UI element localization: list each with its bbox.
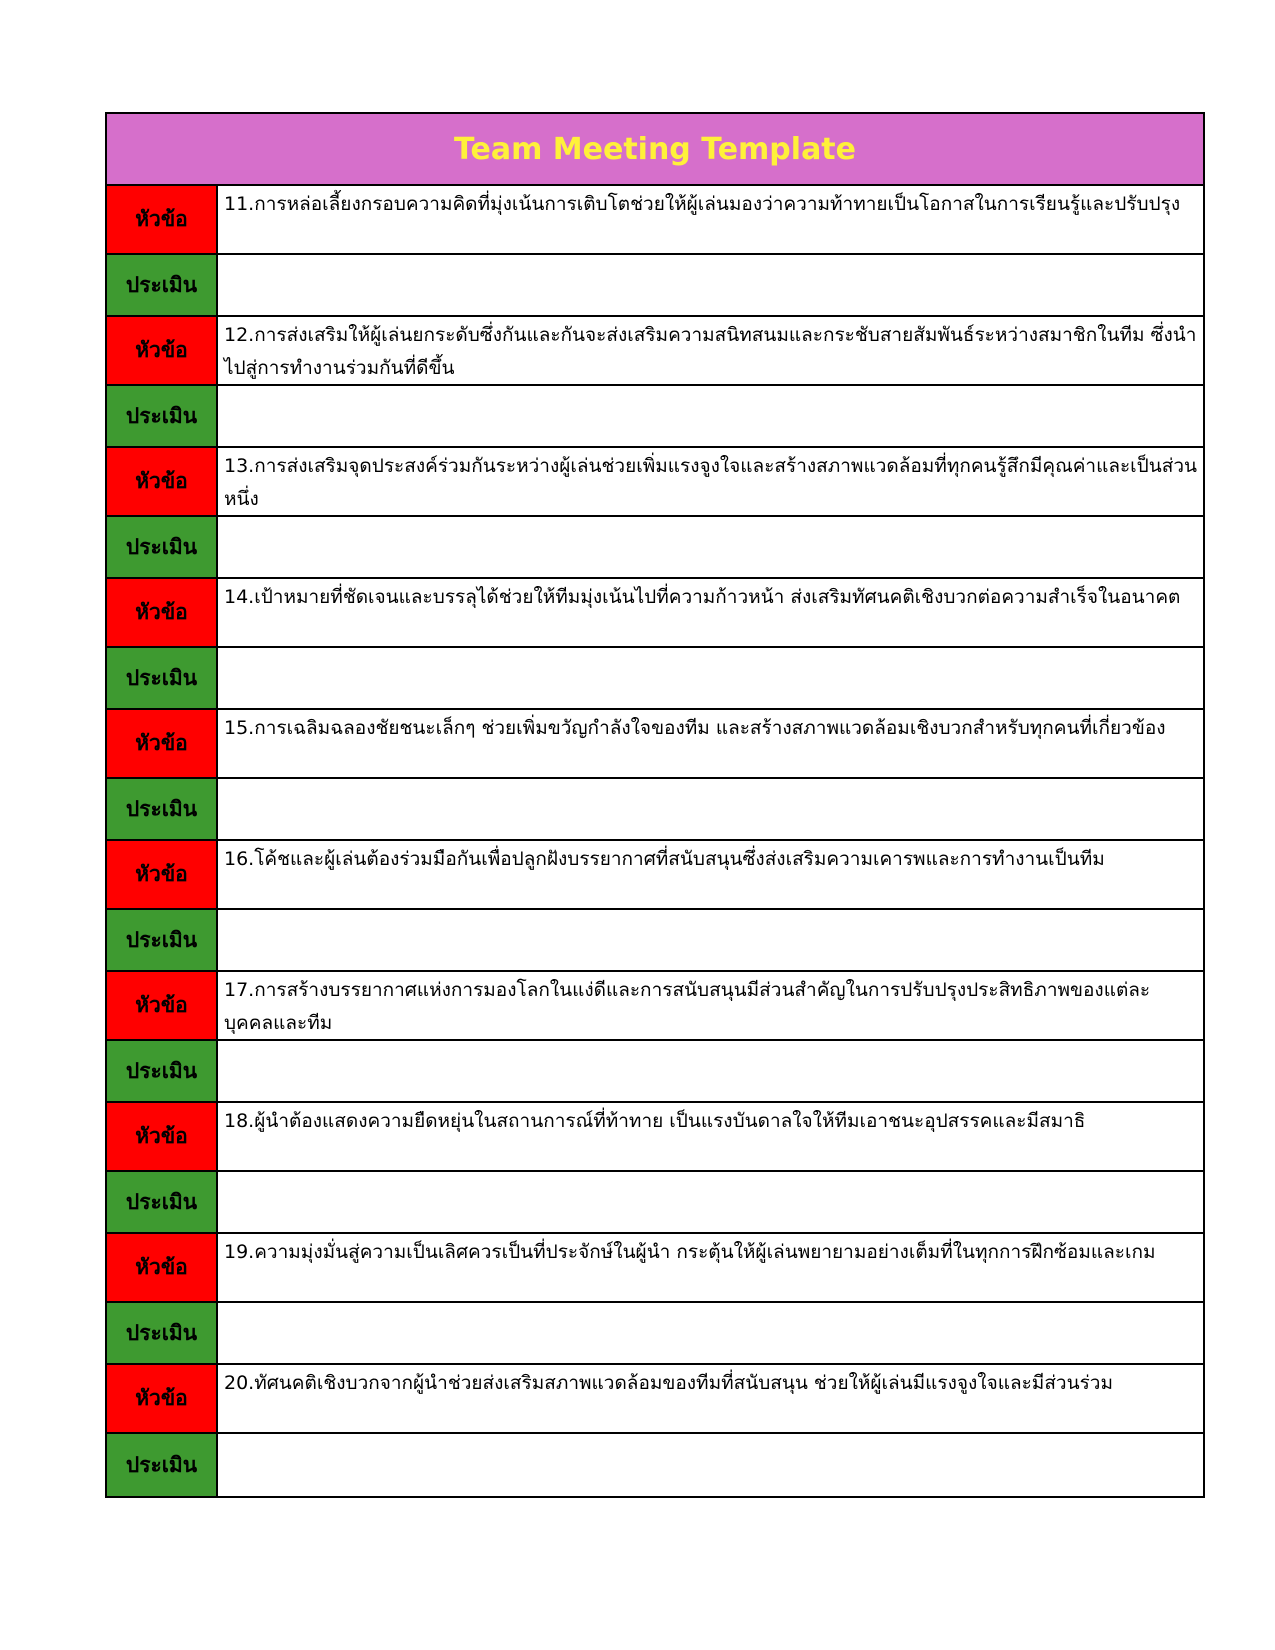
topic-text-cell[interactable]: 14.เป้าหมายที่ชัดเจนและบรรลุได้ช่วยให้ทีมมุ่งเน้นไปที่ความก้าวหน้า ส่งเสริมทัศนคติเชิงบวกต่อความสำเร็จในอนาคต	[224, 586, 1181, 608]
topic-row	[107, 186, 1203, 255]
evaluation-cell[interactable]	[218, 1303, 1203, 1363]
evaluation-cell[interactable]	[218, 910, 1203, 970]
evaluation-row	[107, 1041, 1203, 1103]
evaluation-cell[interactable]	[218, 255, 1203, 315]
title-bar	[107, 114, 1203, 186]
evaluation-label: ประเมิน	[107, 648, 218, 708]
topic-text-cell[interactable]: 15.การเฉลิมฉลองชัยชนะเล็กๆ ช่วยเพิ่มขวัญกำลังใจของทีม และสร้างสภาพแวดล้อมเชิงบวกสำหรับทุกคนที่เกี่ยวข้อง	[224, 717, 1166, 739]
evaluation-label: ประเมิน	[107, 910, 218, 970]
topic-label: หัวข้อ	[107, 186, 218, 253]
evaluation-row	[107, 1434, 1203, 1496]
topic-label: หัวข้อ	[107, 972, 218, 1039]
topic-label: หัวข้อ	[107, 841, 218, 908]
topic-row	[107, 841, 1203, 910]
evaluation-label: ประเมิน	[107, 1041, 218, 1101]
evaluation-cell[interactable]	[218, 1172, 1203, 1232]
evaluation-cell[interactable]	[218, 386, 1203, 446]
topic-text-cell[interactable]: 20.ทัศนคติเชิงบวกจากผู้นำช่วยส่งเสริมสภาพแวดล้อมของทีมที่สนับสนุน ช่วยให้ผู้เล่นมีแรงจูงใจและมีส่วนร่วม	[224, 1372, 1113, 1394]
evaluation-label: ประเมิน	[107, 517, 218, 577]
page-title: Team Meeting Template	[454, 131, 856, 167]
topic-row	[107, 317, 1203, 386]
evaluation-row	[107, 1172, 1203, 1234]
evaluation-row	[107, 648, 1203, 710]
topic-row	[107, 579, 1203, 648]
evaluation-row	[107, 779, 1203, 841]
topic-text-cell[interactable]: 16.โค้ชและผู้เล่นต้องร่วมมือกันเพื่อปลูกฝังบรรยากาศที่สนับสนุนซึ่งส่งเสริมความเคารพและการทำงานเป็นทีม	[224, 848, 1105, 870]
evaluation-label: ประเมิน	[107, 1172, 218, 1232]
evaluation-label: ประเมิน	[107, 386, 218, 446]
topic-label: หัวข้อ	[107, 1103, 218, 1170]
evaluation-label: ประเมิน	[107, 779, 218, 839]
meeting-template-table	[105, 112, 1205, 1498]
evaluation-row	[107, 1303, 1203, 1365]
evaluation-row	[107, 910, 1203, 972]
topic-label: หัวข้อ	[107, 1234, 218, 1301]
topic-text-cell[interactable]: 18.ผู้นำต้องแสดงความยืดหยุ่นในสถานการณ์ที่ท้าทาย เป็นแรงบันดาลใจให้ทีมเอาชนะอุปสรรคและมีสมาธิ	[224, 1110, 1086, 1132]
topic-row	[107, 1234, 1203, 1303]
topic-label: หัวข้อ	[107, 317, 218, 384]
evaluation-label: ประเมิน	[107, 1303, 218, 1363]
topic-text-cell[interactable]: 17.การสร้างบรรยากาศแห่งการมองโลกในแง่ดีและการสนับสนุนมีส่วนสำคัญในการปรับปรุงประสิทธิภาพของแต่ละบุคคลและทีม	[224, 979, 1151, 1034]
topic-row	[107, 1103, 1203, 1172]
topic-label: หัวข้อ	[107, 579, 218, 646]
topic-label: หัวข้อ	[107, 448, 218, 515]
topic-text-cell[interactable]: 13.การส่งเสริมจุดประสงค์ร่วมกันระหว่างผู้เล่นช่วยเพิ่มแรงจูงใจและสร้างสภาพแวดล้อมที่ทุกคนรู้สึกมีคุณค่าและเป็นส่วนหนึ่ง	[224, 455, 1197, 510]
evaluation-cell[interactable]	[218, 1041, 1203, 1101]
evaluation-cell[interactable]	[218, 779, 1203, 839]
evaluation-cell[interactable]	[218, 648, 1203, 708]
evaluation-row	[107, 386, 1203, 448]
topic-row	[107, 1365, 1203, 1434]
evaluation-row	[107, 517, 1203, 579]
evaluation-cell[interactable]	[218, 1434, 1203, 1496]
topic-text-cell[interactable]: 12.การส่งเสริมให้ผู้เล่นยกระดับซึ่งกันและกันจะส่งเสริมความสนิทสนมและกระชับสายสัมพันธ์ระหว่างสมาชิกในทีม ซึ่งนำไปสู่การทำงานร่วมกันที่ดีขึ้น	[224, 324, 1197, 379]
evaluation-cell[interactable]	[218, 517, 1203, 577]
topic-row	[107, 972, 1203, 1041]
evaluation-row	[107, 255, 1203, 317]
topic-text-cell[interactable]: 19.ความมุ่งมั่นสู่ความเป็นเลิศควรเป็นที่ประจักษ์ในผู้นำ กระตุ้นให้ผู้เล่นพยายามอย่างเต็มที่ในทุกการฝึกซ้อมและเกม	[224, 1241, 1156, 1263]
topic-row	[107, 710, 1203, 779]
evaluation-label: ประเมิน	[107, 255, 218, 315]
topic-row	[107, 448, 1203, 517]
topic-label: หัวข้อ	[107, 1365, 218, 1432]
evaluation-label: ประเมิน	[107, 1434, 218, 1496]
topic-text-cell[interactable]: 11.การหล่อเลี้ยงกรอบความคิดที่มุ่งเน้นการเติบโตช่วยให้ผู้เล่นมองว่าความท้าทายเป็นโอกาสในการเรียนรู้และปรับปรุง	[224, 193, 1181, 215]
topic-label: หัวข้อ	[107, 710, 218, 777]
rows-container	[107, 186, 1203, 1496]
